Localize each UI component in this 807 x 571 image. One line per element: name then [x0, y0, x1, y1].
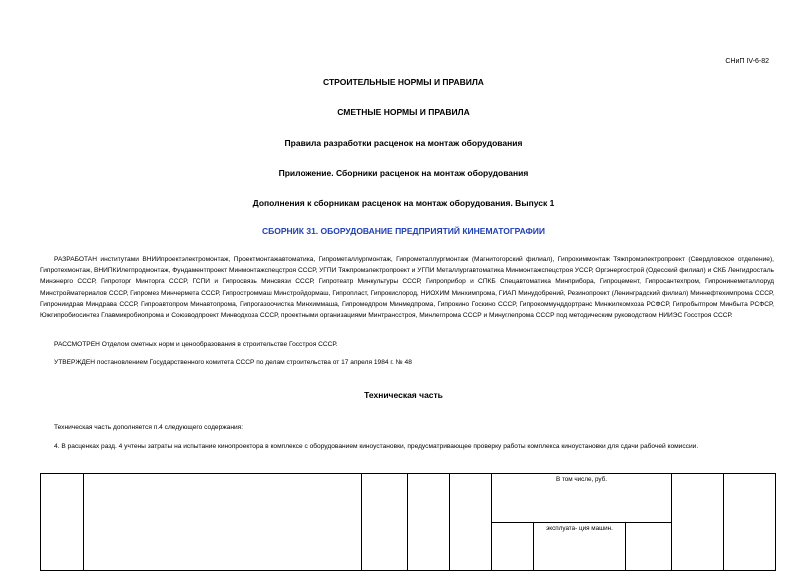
- subtitle-supplement: Дополнения к сборникам расценок на монтаж оборудования. Выпуск 1: [252, 198, 555, 208]
- subtitle-norms: СМЕТНЫЕ НОРМЫ И ПРАВИЛА: [337, 107, 470, 117]
- approved-paragraph: УТВЕРЖДЕН постановлением Государственного комитета СССР по делам строительства от 17 апреля 1984 г. № 48: [54, 359, 412, 366]
- table-header-row: [41, 474, 776, 523]
- operation-header-cell: эксплуата- ция машин.: [534, 522, 626, 571]
- table-cell: [41, 474, 84, 571]
- table-cell: [84, 474, 362, 571]
- table-cell: [724, 474, 776, 571]
- table-cell: [450, 474, 492, 571]
- main-title: СТРОИТЕЛЬНЫЕ НОРМЫ И ПРАВИЛА: [323, 77, 484, 87]
- table-cell: [408, 474, 450, 571]
- table-cell: [672, 474, 724, 571]
- table-cell: [492, 522, 534, 571]
- subtitle-appendix: Приложение. Сборники расценок на монтаж оборудования: [278, 168, 529, 178]
- document-code: СНиП IV-6-82: [725, 58, 769, 65]
- rates-table: [40, 473, 776, 571]
- reviewed-paragraph: РАССМОТРЕН Отделом сметных норм и ценообразования в строительстве Госстроя СССР.: [54, 341, 338, 348]
- section-heading-technical: Техническая часть: [364, 390, 443, 400]
- technical-intro-paragraph: Техническая часть дополняется п.4 следующего содержания:: [54, 424, 244, 431]
- collection-title: СБОРНИК 31. ОБОРУДОВАНИЕ ПРЕДПРИЯТИЙ КИНЕМАТОГРАФИИ: [262, 226, 545, 236]
- table-cell: [362, 474, 408, 571]
- item-4-paragraph: 4. В расценках разд. 4 учтены затраты на испытание кинопроектора в комплексе с оборудованием киноустановки, предусматривающее проверку работы комплекса киноустановки для сдачи рабочей комиссии.: [54, 443, 699, 450]
- developed-paragraph: РАЗРАБОТАН институтами ВНИИпроектэлектромонтаж, Проектмонтажавтоматика, Гипрометаллургмонтаж, Гипрометаллургмонтаж (Магнитогорский филиал), Гипрохиммонтаж Тяжпромэлектропроект (Свердловское отделение), Гипротехмонтаж, ВНИПКИлегпродмонтаж, Фундаментпроект Минмонтажспецстроя СССР, УГПИ Тяжпромэлектропроект и УГПИ Металлургавтоматика Минмонтажспецстроя УССР, Оргэнергострой (Одесский филиал) и СКБ Ленгидросталь Минэнерго СССР, Гипроторг Минторга СССР, ГСПИ и Гипросвязь Минсвязи СССР, Гипротеатр Минкультуры СССР, Гипроприбор и СПКБ Спецавтоматика Минприбора, Гипроцемент, Гипросантехпром, Гипронинеметаллоруд Минстройматериалов СССР, Гипромез Минчермета СССР, Гипростроммаш Минстройдормаш, Гипропласт, Гипрокислород, НИОХИМ Минхимпрома, ГИАП Минудобрений, Резинопроект (Ленинградский филиал) Миннефтехимпрома СССР, Гипрониидрав Миндрава СССР, Гипроавтопром Минавтопрома, Гипрогазоочистка Минхиммаша, Гипромедпром Минмедпрома, Гипрокино Госкино СССР, Гипрокоммунддортранс Минжилкомхоза РСФСР, Гипробытпром Минбыта РСФСР, Южгипробиосинтез Главмикробиопрома и Союзводпроект Минводхоза СССР, проектными организациями Минтрансстроя, Минлегпрома СССР и Минуглепрома СССР под методическим руководством НИИЭС Госстроя СССР.: [40, 256, 774, 320]
- table-cell: [626, 522, 672, 571]
- subtitle-rules: Правила разработки расценок на монтаж оборудования: [284, 138, 523, 148]
- including-header-cell: В том числе, руб.: [492, 474, 672, 523]
